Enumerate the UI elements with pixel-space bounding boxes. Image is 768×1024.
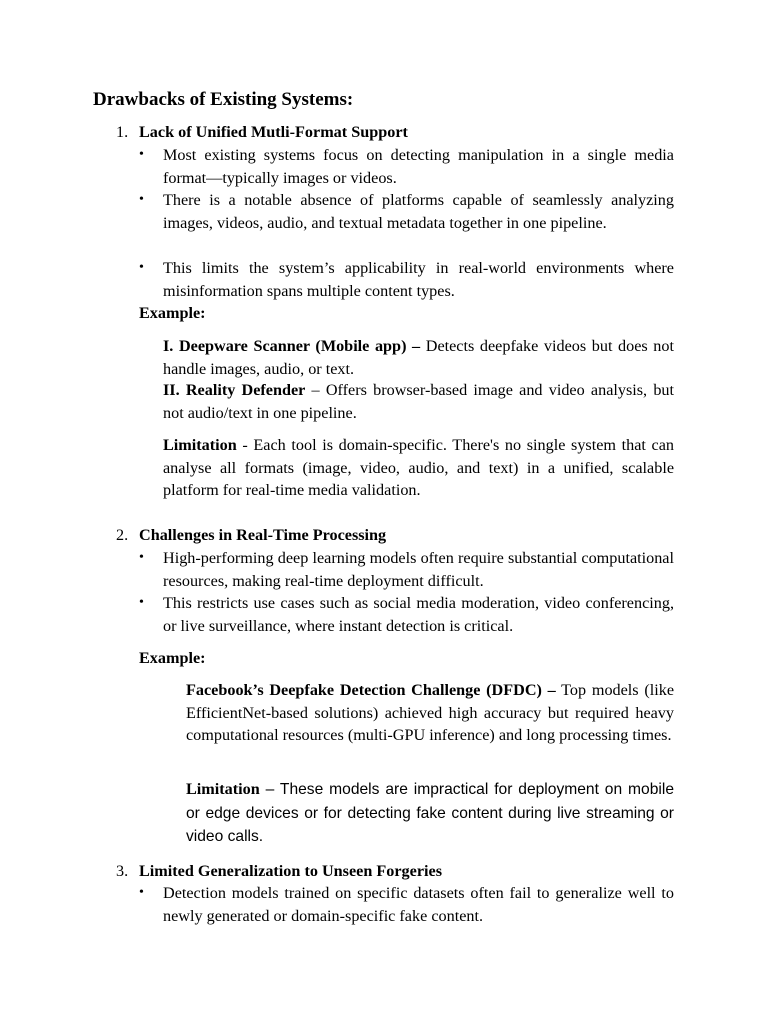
document-heading: Drawbacks of Existing Systems: bbox=[93, 89, 354, 110]
bullet-text: There is a notable absence of platforms capable of seamlessly analyzing images, videos, audio, and textual metadata together in one pipeline. bbox=[163, 191, 674, 232]
limitation-lead: Limitation bbox=[163, 436, 237, 454]
example-paragraph bbox=[163, 379, 674, 424]
limitation-paragraph bbox=[163, 434, 674, 502]
bullet-text: This restricts use cases such as social media moderation, video conferencing, or live surveillance, where instant detection is critical. bbox=[163, 594, 674, 635]
limitation-paragraph bbox=[186, 778, 674, 849]
bullet-marker: • bbox=[139, 550, 144, 565]
example-lead: II. Reality Defender bbox=[163, 381, 306, 399]
section-number: 1. bbox=[116, 123, 129, 141]
bullet-marker: • bbox=[139, 595, 144, 610]
example-label: Example: bbox=[139, 649, 206, 667]
limitation-lead: Limitation bbox=[186, 780, 260, 798]
bullet-marker: • bbox=[139, 885, 144, 900]
bullet-marker: • bbox=[139, 192, 144, 207]
example-text: Top models (like EfficientNet-based solutions) achieved high accuracy but required heavy computational resources (multi-GPU inference) and long processing times. bbox=[186, 681, 675, 745]
bullet-text: This limits the system’s applicability in real-world environments where misinformation spans multiple content types. bbox=[163, 259, 674, 300]
bullet-text: High-performing deep learning models often require substantial computational resources, making real-time deployment difficult. bbox=[163, 549, 674, 590]
example-paragraph bbox=[163, 335, 674, 380]
example-paragraph bbox=[186, 679, 674, 747]
example-lead: I. Deepware Scanner (Mobile app) – bbox=[163, 337, 421, 355]
example-lead: Facebook’s Deepfake Detection Challenge (DFDC) – bbox=[186, 681, 556, 699]
bullet-marker: • bbox=[139, 260, 144, 275]
limitation-text: - Each tool is domain-specific. There's no single system that can analyse all formats (image, video, audio, and text) in a unified, scalable platform for real-time media validation. bbox=[163, 436, 674, 500]
section-title: Lack of Unified Mutli-Format Support bbox=[139, 123, 408, 141]
section-title: Challenges in Real-Time Processing bbox=[139, 526, 387, 544]
bullet-text: Most existing systems focus on detecting manipulation in a single media format—typically images or videos. bbox=[163, 146, 674, 187]
example-label: Example: bbox=[139, 304, 206, 322]
section-number: 3. bbox=[116, 862, 129, 880]
limitation-text: – These models are impractical for deployment on mobile or edge devices or for detecting fake content during live streaming or video calls. bbox=[186, 781, 674, 846]
bullet-text: Detection models trained on specific datasets often fail to generalize well to newly generated or domain-specific fake content. bbox=[163, 884, 674, 925]
section-number: 2. bbox=[116, 526, 129, 544]
section-title: Limited Generalization to Unseen Forgeries bbox=[139, 862, 443, 880]
example-text: Detects deepfake videos but does not handle images, audio, or text. bbox=[163, 337, 674, 378]
bullet-marker: • bbox=[139, 147, 144, 162]
example-text: – Offers browser-based image and video analysis, but not audio/text in one pipeline. bbox=[163, 381, 675, 422]
